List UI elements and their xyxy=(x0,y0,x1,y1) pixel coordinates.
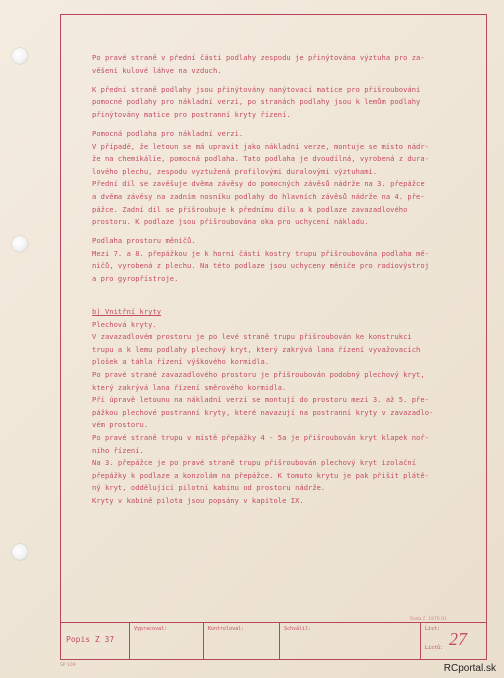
title-block xyxy=(60,622,487,660)
text-line: pážkou plechové postranní kryty, které navazují na postranní kryty v zavazadlo- xyxy=(92,407,434,417)
kontroloval-cell xyxy=(204,623,280,659)
text-line: Při úpravě letounu na nákladní verzi se montují do prostoru mezi 3. až 5. pře- xyxy=(92,395,430,405)
text-line: a pro gyropřístroje. xyxy=(92,274,179,283)
text-line: který zakrývá lana řízení směrového kormidla. xyxy=(92,382,287,392)
text-line: pomocné podlahy pro nákladní verzi, po stranách podlahy jsou k lemům podlahy xyxy=(92,97,421,107)
punch-hole xyxy=(12,544,28,560)
text-line: V případě, že letoun se má upravit jako nákladní verze, montuje se místo nádr- xyxy=(92,141,430,151)
text-line: lového plechu, zespodu vyztužená profilovými duralovými výztuhami. xyxy=(92,166,378,176)
text-line: prostoru. K podlaze jsou přišroubována oka pro uchycení nákladu. xyxy=(92,217,369,227)
text-line: Přední díl se zavěšuje dvěma závěsy do pomocných závěsů nádrže na 3. přepážce xyxy=(92,179,425,189)
text-line: K přední straně podlahy jsou přinýtovány nanýtovací matice pro přišroubování xyxy=(92,84,421,94)
text-line: trupu a k lemu podlahy plechový kryt, který zakrývá lana řízení vyvažovacích xyxy=(92,344,421,354)
document-body xyxy=(92,52,480,508)
schvalil-cell xyxy=(280,623,421,659)
vypracoval-label: Vypracoval: xyxy=(134,626,168,632)
list-cell xyxy=(421,623,487,659)
text-line: Podlaha prostoru měničů. xyxy=(92,236,196,246)
text-line: V zavazadlovém prostoru je po levé straně trupu přišroubován ke konstrukci xyxy=(92,332,412,342)
watermark-text: RCportal.sk xyxy=(443,663,496,674)
text-line: Po pravé straně trupu v místě přepážky 4 - 5a je přišroubován kryt klapek noř- xyxy=(92,433,430,443)
text-line: Po pravé straně zavazadlového prostoru je přišroubován podobný plechový kryt, xyxy=(92,370,425,380)
text-line: přinýtovány matice pro postranní kryty řízení. xyxy=(92,109,291,119)
text-line: že na chemikálie, pomocná podlaha. Tato podlaha je dvoudílná, vyrobená z dura- xyxy=(92,154,430,164)
popis-label: Popis Z 37 xyxy=(66,635,115,644)
listu-label: Listů: xyxy=(425,645,444,651)
text-line: pážce. Zadní díl se přišroubuje k přednímu dílu a k podlaze zavazadlového xyxy=(92,204,408,214)
text-line: věšení kulové láhve na vzduch. xyxy=(92,65,222,75)
text-line: Pomocná podlaha pro nákladní verzi. xyxy=(92,128,244,138)
punch-hole xyxy=(12,48,28,64)
text-line: ný kryt, oddělující pilotní kabinu od prostoru nádrže. xyxy=(92,483,326,493)
text-line: Plechová kryty. xyxy=(92,319,157,329)
punch-hole xyxy=(12,236,28,252)
text-line: ničů, vyrobená z plechu. Na této podlaze jsou uchyceny měniče pro radiovýstroj xyxy=(92,261,430,271)
kontroloval-label: Kontroloval: xyxy=(208,626,245,632)
text-line: Kryty v kabině pilota jsou popsány v kapitole IX. xyxy=(92,496,304,505)
text-line: vém prostoru. xyxy=(92,420,149,430)
print-stamp: Rada č. 1970 01 xyxy=(410,617,447,622)
section-heading: b) Vnitřní kryty xyxy=(92,307,162,317)
vypracoval-cell xyxy=(130,623,204,659)
text-line: plošek a táhla řízení výškového kormidla. xyxy=(92,357,270,367)
section-gap xyxy=(92,292,480,306)
text-line: Mezi 7. a 8. přepážkou je k horní části kostry trupu přišroubována podlaha mě- xyxy=(92,248,430,258)
text-line: a dvěma závěsy na zadním nosníku podlahy do hlavních závěsů nádrže na 4. pře- xyxy=(92,191,425,201)
text-line: ního řízení. xyxy=(92,445,144,455)
list-label: List: xyxy=(425,626,441,632)
schvalil-label: Schválil: xyxy=(284,626,312,632)
text-line: Na 3. přepážce je po pravé straně trupu přišroubován plechový kryt izolační xyxy=(92,458,417,468)
text-line: Po pravé straně v přední části podlahy zespodu je přinýtována výztuha pro za- xyxy=(92,53,425,62)
page-number: 27 xyxy=(449,629,467,649)
popis-cell xyxy=(60,623,130,659)
text-line: přepážky k podlaze a konzolám na přepážce. K tomuto krytu je pak přišit plátě- xyxy=(92,470,430,480)
form-code: SP 109 xyxy=(60,663,76,668)
